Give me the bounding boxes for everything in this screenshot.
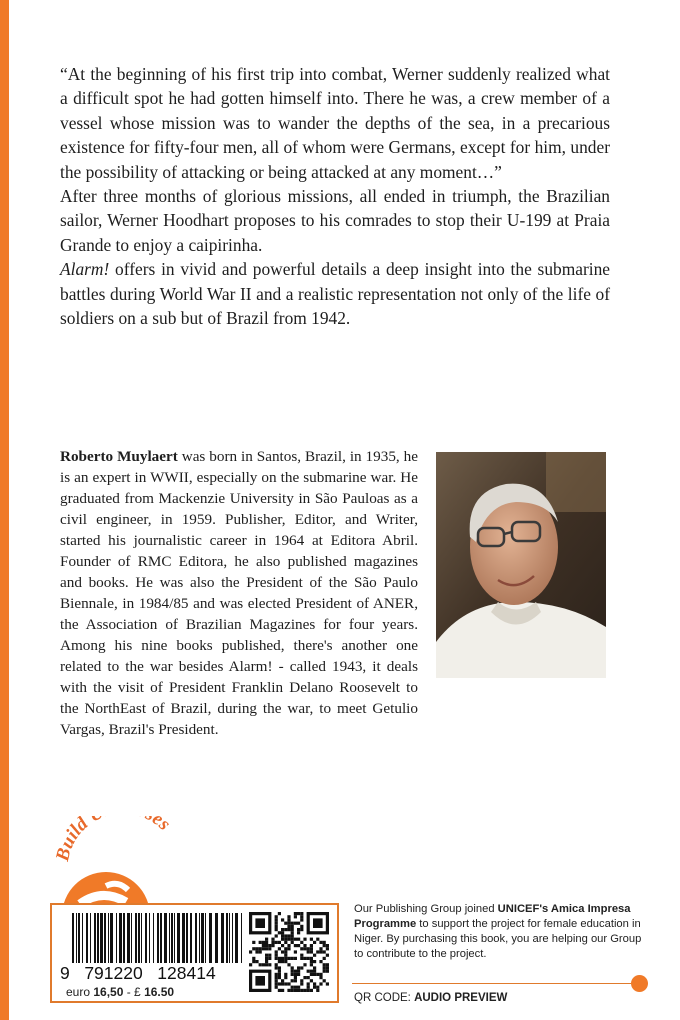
- author-name: Roberto Muylaert: [60, 448, 178, 465]
- svg-text:Build Universes: [52, 816, 174, 864]
- qr-label-audio-preview: AUDIO PREVIEW: [414, 992, 508, 1004]
- back-cover-blurb: [60, 62, 610, 330]
- orange-divider-line: [352, 983, 634, 984]
- qr-code-label: QR CODE: AUDIO PREVIEW: [354, 992, 508, 1004]
- price-pound: 16.50: [144, 985, 175, 999]
- author-bio: [60, 446, 418, 740]
- author-bio-text: was born in Santos, Brazil, in 1935, he is an expert in WWII, especially on the submarine war. He graduated from Mackenzie University in São Pauloas as a civil engineer, in 1959. Publisher, Editor, and Writer, started his journalistic career in 1964 at Editora Abril. Founder of RMC Editora, he also published magazines and books. He was also the President of the São Paulo Biennale, in 1984/85 and was elected President of ANER, the Association of Brazilian Magazines for four years. Among his nine books published, there's another one related to the war besides Alarm! - called 1943, it deals with the visit of President Franklin Delano Roosevelt to the NorthEast of Brazil, during the war, to meet Getulio Vargas, Brazil's President.: [60, 448, 418, 738]
- isbn-digits: 9 791220 128414: [60, 963, 216, 981]
- blurb-description-text: offers in vivid and powerful details a deep insight into the submarine battles during World War II and a realistic representation not only of the life of soldiers on a sub but of Brazil from 1942.: [60, 259, 610, 329]
- blurb-summary: After three months of glorious missions, all ended in triumph, the Brazilian sailor, Werner Hoodhart proposes to his comrades to stop their U-199 at Praia Grande to enjoy a caipirinha.: [60, 186, 610, 255]
- unicef-programme: UNICEF's Amica Impresa Programme: [354, 903, 631, 930]
- book-title: Alarm!: [60, 259, 110, 280]
- blurb-quote: “At the beginning of his first trip into combat, Werner suddenly realized what a difficult spot he had gotten himself into. There he was, a crew member of a vessel whose mission was to wander the depths of the sea, in a precarious existence for fifty-four men, all of whom were Germans, except for him, under the possibility of attacking or being attacked at any moment…”: [60, 64, 610, 182]
- orange-spine-stripe: [0, 0, 9, 1020]
- price-euro: 16,50: [93, 985, 124, 999]
- author-photo: [436, 452, 606, 678]
- isbn-barcode: [58, 911, 246, 981]
- unicef-notice: Our Publishing Group joined UNICEF's Amica Impresa Programme to support the project for female education in Niger. By purchasing this book, you are helping our Group to contribute to the project.: [354, 903, 642, 960]
- logo-text: Build es: [52, 816, 175, 864]
- blurb-description: [60, 257, 610, 330]
- qr-code[interactable]: [249, 912, 329, 992]
- price-label: euro 16,50 - £ 16.50: [66, 985, 175, 999]
- build-universes-logo: [52, 816, 192, 916]
- orange-dot: [631, 975, 648, 992]
- barcode-panel: [50, 903, 339, 1003]
